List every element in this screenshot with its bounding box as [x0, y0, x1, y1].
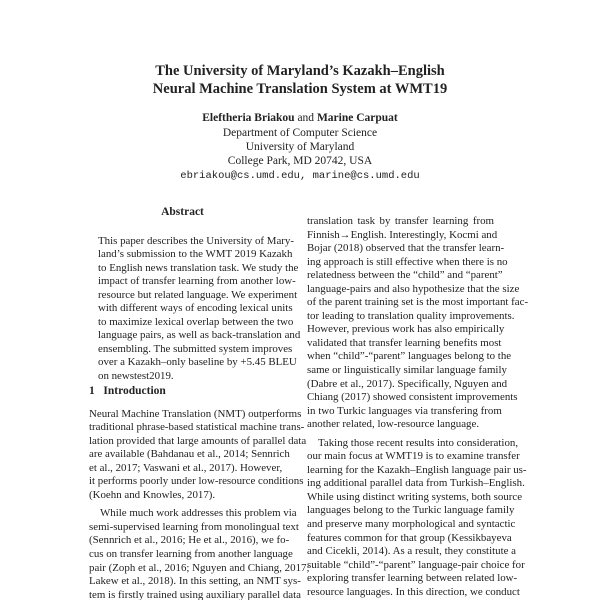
text-line: Lakew et al., 2018). In this setting, an NMT sys-	[89, 575, 301, 588]
text-line: resource but related language. We experiment	[98, 288, 298, 301]
text-line: Taking those recent results into consideration,	[318, 436, 519, 449]
right-column	[307, 215, 529, 599]
text-line: learning for the Kazakh–English language pair us-	[307, 463, 527, 476]
text-line: traditional phrase-based statistical machine trans-	[89, 421, 305, 434]
right-body	[307, 215, 529, 599]
text-line: resource languages. In this direction, we conduct	[307, 585, 520, 598]
author-2: Marine Carpuat	[316, 112, 398, 124]
section-number: 1	[89, 385, 95, 397]
text-line: semi-supervised learning from monolingual text	[89, 520, 299, 533]
text-line: language-pairs and also hypothesize that the size	[307, 282, 520, 295]
text-line: This paper describes the University of Mary-	[98, 234, 294, 247]
text-line: with different ways of encoding lexical units	[98, 302, 293, 315]
abstract-text	[98, 234, 301, 384]
title-line-1: The University of Maryland’s Kazakh–English	[155, 63, 445, 79]
text-line: on newstest2019.	[98, 370, 174, 383]
affiliation-univ: University of Maryland	[245, 141, 355, 153]
text-line: (Sennrich et al., 2016; He et al., 2016), we fo-	[89, 534, 290, 547]
text-line: another related, low-resource language.	[307, 418, 480, 431]
text-line: and Cicekli, 2014). As a result, they constitute a	[307, 545, 516, 558]
text-line: pair (Zoph et al., 2016; Nguyen and Chiang, 2017;	[89, 561, 310, 574]
text-line: tem is firstly trained using auxiliary parallel data	[89, 588, 302, 600]
title-line-2: Neural Machine Translation System at WMT19	[152, 81, 448, 97]
text-line: it performs poorly under low-resource conditions	[89, 475, 304, 488]
text-line: (Koehn and Knowles, 2017).	[89, 488, 216, 501]
text-line: over a Kazakh–only baseline by +5.45 BLEU	[98, 356, 297, 369]
text-line: While much work addresses this problem via	[100, 507, 297, 520]
text-line: suitable “child”-“parent” language-pair choice for	[307, 558, 525, 571]
text-line: Neural Machine Translation (NMT) outperforms	[89, 407, 302, 420]
text-line: same or linguistically similar language family	[307, 364, 507, 377]
text-line: to maximize lexical overlap between the two	[98, 315, 294, 328]
text-line: While using distinct writing systems, both source	[307, 490, 523, 503]
text-line: impact of transfer learning from another low-	[98, 275, 296, 288]
text-line: lation provided that large amounts of parallel data	[89, 434, 307, 447]
text-line: in two Turkic languages via transfering from	[307, 404, 502, 417]
text-line: when “child”-“parent” languages belong to the	[307, 350, 512, 363]
text-line: exploring transfer learning between related low-	[307, 572, 518, 585]
text-line: Chiang (2017) showed consistent improvements	[307, 391, 518, 404]
text-line: ensembling. The submitted system improves	[98, 342, 293, 355]
abstract-heading: Abstract	[161, 206, 204, 218]
text-line: land’s submission to the WMT 2019 Kazakh	[98, 248, 293, 261]
authors-and: and	[297, 112, 315, 124]
text-line: ing additional parallel data from Turkish–English.	[307, 477, 525, 490]
text-line: (Dabre et al., 2017). Specifically, Nguyen and	[307, 377, 508, 390]
text-line: relatedness between the “child” and “parent”	[307, 269, 503, 282]
author-1: Eleftheria Briakou	[202, 112, 295, 124]
text-line: are available (Bahdanau et al., 2014; Sennrich	[89, 448, 290, 461]
affiliation-address: College Park, MD 20742, USA	[227, 155, 373, 167]
text-line: cus on transfer learning from another language	[89, 548, 293, 561]
section-heading	[89, 385, 276, 399]
affiliation-dept: Department of Computer Science	[222, 127, 378, 139]
text-line: to English news translation task. We study the	[98, 261, 299, 274]
section-title: Introduction	[103, 385, 166, 397]
text-line: translation task by transfer learning from	[307, 215, 494, 227]
text-line: Bojar (2018) observed that the transfer learn-	[307, 242, 505, 255]
text-line: tor leading to translation quality improvements.	[307, 309, 515, 322]
text-line: validated that transfer learning benefits most	[307, 336, 502, 349]
left-body	[89, 407, 310, 600]
text-line: ing approach is still effective when there is no	[307, 255, 508, 268]
text-line: languages belong to the Turkic language family	[307, 504, 515, 517]
left-column	[89, 206, 301, 384]
text-line: However, previous work has also empirically	[307, 323, 505, 336]
emails: ebriakou@cs.umd.edu, marine@cs.umd.edu	[180, 170, 420, 182]
text-line: features common for that group (Kessikbayeva	[307, 531, 512, 544]
text-line: Finnish→English. Interestingly, Kocmi and	[307, 228, 498, 241]
introduction-section	[89, 385, 310, 600]
text-line: of the parent training set is the most important fac-	[307, 296, 529, 309]
authors	[0, 112, 600, 124]
text-line: our main focus at WMT19 is to examine transfer	[307, 450, 520, 463]
text-line: language pairs, as well as back-translation and	[98, 329, 301, 342]
text-line: et al., 2017; Vaswani et al., 2017). However,	[89, 461, 283, 474]
text-line: and preserve many morphological and syntactic	[307, 518, 516, 531]
